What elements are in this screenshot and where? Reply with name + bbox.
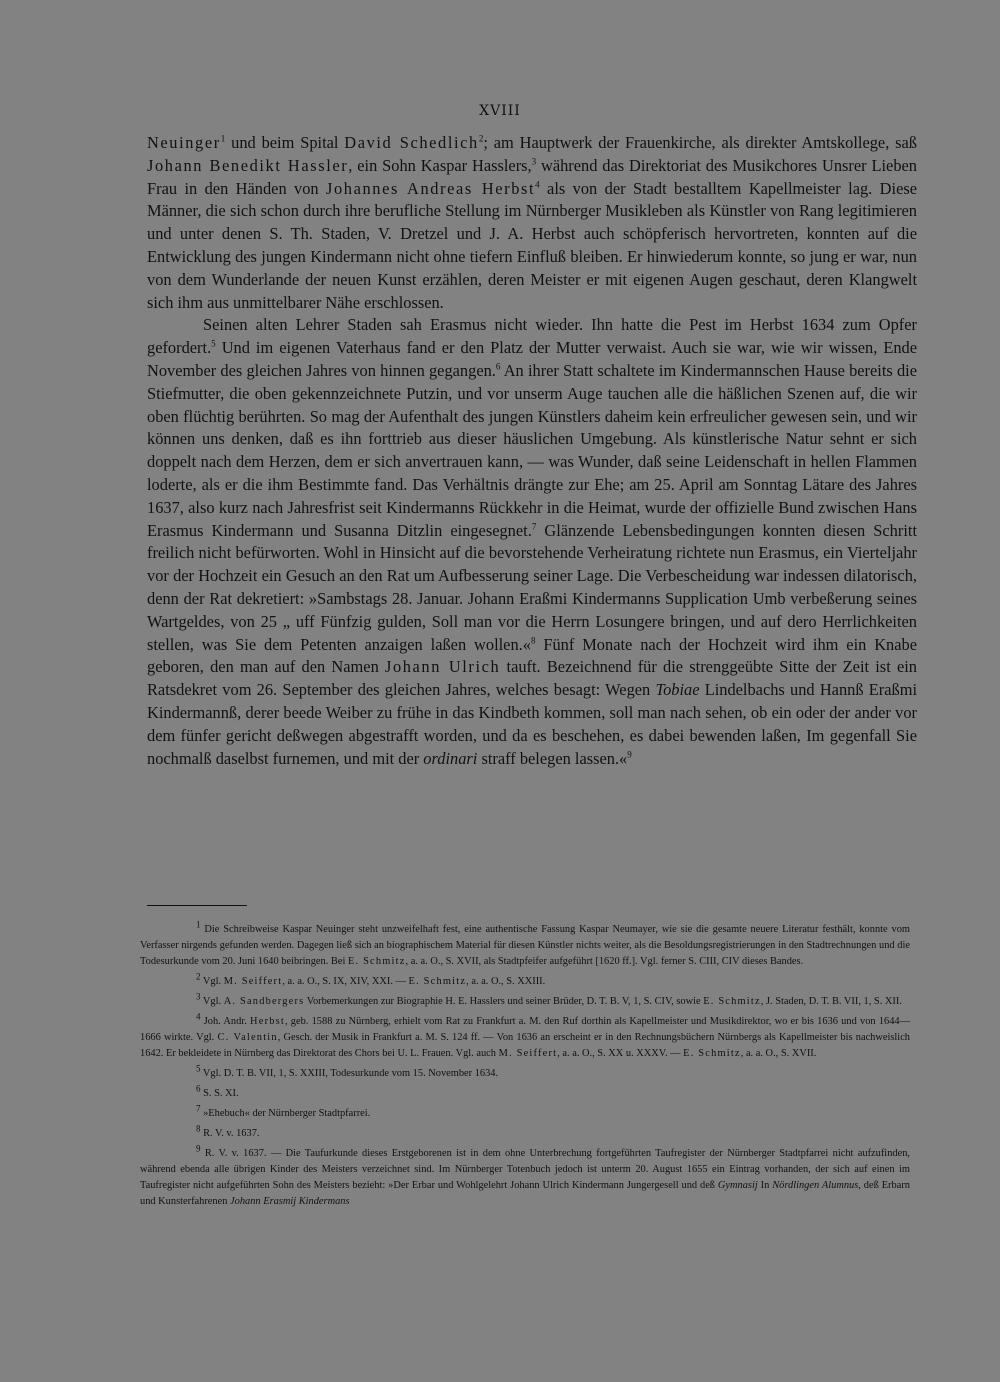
footnote-ref-6[interactable]: 6 xyxy=(495,361,501,372)
name-neuinger: Neuinger xyxy=(147,133,221,152)
text: während das Direktoriat des Musikchores Unsrer Lieben Frau in den Händen von xyxy=(147,155,917,198)
text: , geb. 1588 zu Nürnberg, erhielt vom Rat zu Frankfurt a. M. den Ruf dorthin als Kapellmeister und Musikdirektor, wo er bis 1636 und von 1644—1666 wirkte. Vgl. xyxy=(140,1016,910,1043)
author-name: E. Schmitz xyxy=(347,956,406,967)
footnote-ref-4[interactable]: 4 xyxy=(535,179,540,190)
text: , a. a. O., S. XXIII. xyxy=(466,976,546,987)
author-name: C. Valentin xyxy=(217,1032,278,1043)
footnote-ref-7[interactable]: 7 xyxy=(531,521,537,532)
text: , a. a. O., S. XVII. xyxy=(740,1048,817,1059)
author-name: E. Schmitz xyxy=(703,996,761,1007)
text: Vgl. xyxy=(200,996,224,1007)
text: , deß Erbarn und Kunsterfahrenen xyxy=(140,1180,910,1207)
main-text xyxy=(147,132,917,770)
footnote-3 xyxy=(140,991,910,1010)
text: Glänzende Lebensbedingungen konnten diesen Schritt freilich nicht befürworten. Wohl in Hinsicht auf die bevorstehende Verheiratung richtete nun Erasmus, ein Vierteljahr vor der Hochzeit ein Gesuch an den Rat um Aufbesserung seiner Lage. Die Verbescheidung war indessen dilatorisch, denn der Rat dekretiert: »Sambstags 28. Januar. Johann Eraßmi Kindermanns Supplication Umb verbeßerung seines Wartgeldes, von 25 „ uff Fünfzig gulden, Soll man vor die Herrn Losungere bringen, und auf dero Herrlichkeiten stellen, was Sie dem Petenten anzaigen laßen wollen.« xyxy=(147,520,917,654)
footnote-mark: 5 xyxy=(196,1063,201,1074)
text: ; am Hauptwerk der Frauenkirche, als direkter Amtskollege, saß xyxy=(483,133,917,152)
italic-text: Johann Erasmij Kindermans xyxy=(230,1196,350,1207)
footnote-mark: 6 xyxy=(196,1083,201,1094)
text: und beim Spital xyxy=(225,133,345,152)
name-herbst: Johannes Andreas Herbst xyxy=(326,178,536,198)
text: , a. a. O., S. XX u. XXXV. — xyxy=(557,1048,684,1059)
footnote-ref-9[interactable]: 9 xyxy=(627,749,632,760)
text: An ihrer Statt schaltete im Kindermannschen Hause bereits die Stiefmutter, die oben gekennzeichnete Putzin, und vor unserm Auge tauchen alle die häßlichen Szenen auf, die wir oben flüchtig berührten. So mag der Aufenthalt des jungen Künstlers daheim kein erfreulicher gewesen sein, und wir können uns denken, daß es ihn forttrieb aus dieser häuslichen Umgebung. Als künstlerische Natur sehnt er sich doppelt nach dem Herzen, dem er sich anvertrauen kann, — was Wunder, daß seine Leidenschaft in hellen Flammen loderte, als er die ihm Bestimmte fand. Das Verhältnis drängte zur Ehe; am 25. April am Sonntag Lätare des Jahres 1637, also kurz nach Jahresfrist seit Kindermanns Rückkehr in die Heimat, wurde der offizielle Bund zwischen Hans Erasmus Kindermann und Susanna Ditzlin eingesegnet. xyxy=(147,360,917,540)
footnote-9 xyxy=(140,1143,910,1210)
text: Vgl. xyxy=(200,976,224,987)
text: , ein Sohn Kaspar Hasslers, xyxy=(348,155,532,175)
text: »Ehebuch« der Nürnberger Stadtpfarrei. xyxy=(200,1108,371,1119)
text: Die Schreibweise Kaspar Neuinger steht unzweifelhaft fest, eine authentische Fassung Kaspar Neumayer, wie sie die gesamte neuere Literatur festhält, konnte vom Verfasser nirgends gefunden werden. Dagegen ließ sich an biographischem Material für diesen Künstler nichts weiter, als die Besoldungsregistrierungen in den Stadtrechnungen und die Todesurkunde vom 20. Juni 1640 beibringen. Bei xyxy=(140,924,910,967)
text: Fünf Monate nach der Hochzeit wird ihm ein Knabe geboren, den man auf den Namen xyxy=(147,634,917,677)
text: R. V. v. 1637. xyxy=(200,1128,260,1139)
text: Lindelbachs und Hannß Eraßmi Kindermannß, derer beede Weiber zu frühe in das Kindbeth kommen, soll man nach sehen, ob ein oder der ander vor dem fünfer gericht deßwegen abgestrafft worden, und da es beschehen, es dabei bewenden laßen, Im gegenfall Sie nochmalß daselbst furnemen, und mit der xyxy=(147,680,917,768)
text: , Gesch. der Musik in Frankfurt a. M. S. 124 ff. — Von 1636 an erscheint er in den Rechnungsbüchern Nürnbergs als Kapellmeister bis nachweislich 1642. Er bekleidete in Nürnberg das Direktorat des Chors bei U. L. Frauen. Vgl. auch xyxy=(140,1032,911,1059)
footnote-mark: 9 xyxy=(196,1143,201,1154)
footnote-ref-5[interactable]: 5 xyxy=(211,338,216,349)
italic-tobiae: Tobiae xyxy=(655,680,700,700)
author-name: M. Seiffert xyxy=(223,976,283,987)
footnote-5 xyxy=(140,1063,910,1082)
text: , a. a. O., S. XVII, als Stadtpfeifer aufgeführt [1620 ff.]. Vgl. ferner S. CIII, CIV dieses Bandes. xyxy=(405,956,804,967)
text: , a. a. O., S. IX, XIV, XXI. — xyxy=(282,976,409,987)
text: R. V. v. 1637. — Die Taufurkunde dieses Erstgeborenen ist in dem ohne Unterbrechung fortgeführten Taufregister der Nürnberger Stadtpfarrei nicht aufzufinden, während ebenda alle übrigen Kinder des Meisters verzeichnet sind. Im Nürnberger Totenbuch jedoch ist unterm 20. August 1655 ein Eintrag vorhanden, der sich auf einen im Taufregister nicht aufgeführten Sohn des Meisters bezieht: »Der Erbar und Wohlgelehrt Johann Ulrich Kindermann Jungergesell und deß xyxy=(140,1148,910,1191)
footnote-7 xyxy=(140,1103,910,1122)
author-name: E. Schmitz xyxy=(683,1048,741,1059)
text: als von der Stadt bestalltem Kapellmeister lag. Diese Männer, die sich schon durch ihre berufliche Stellung im Nürnberger Musikleben als Künstler von Rang legitimieren und unter denen S. Th. Staden, V. Dretzel und J. A. Herbst auch schöpferisch hervortreten, konnten auf die Entwicklung des jungen Kindermann nicht ohne tiefern Einfluß bleiben. Er hinwiederum konnte, so jung er war, nun von dem Wunderlande der neuen Kunst erzählen, deren Meister er mit eigenen Augen geschaut, deren Klangwelt sich ihm aus unmittelbarer Nähe erschlossen. xyxy=(147,178,917,312)
name-johann-ulrich: Johann Ulrich xyxy=(384,657,501,677)
text: tauft. Bezeichnend für die strenggeübte Sitte der Zeit ist ein Ratsdekret vom 26. September des gleichen Jahres, welches besagt: Wegen xyxy=(147,657,917,700)
footnotes xyxy=(140,919,911,1214)
author-name: E. Schmitz xyxy=(408,976,467,987)
footnote-ref-3[interactable]: 3 xyxy=(531,156,537,167)
footnote-mark: 3 xyxy=(196,991,201,1002)
footnote-1 xyxy=(140,919,910,970)
author-name: M. Seiffert xyxy=(498,1048,558,1059)
paragraph-1 xyxy=(147,132,917,314)
footnote-mark: 8 xyxy=(196,1123,201,1134)
footnote-4 xyxy=(140,1011,911,1062)
text: Seinen alten Lehrer Staden sah Erasmus nicht wieder. Ihn hatte die Pest im Herbst 1634 zum Opfer gefordert. xyxy=(147,315,917,358)
footnote-mark: 2 xyxy=(196,971,201,982)
footnote-mark: 7 xyxy=(196,1103,201,1114)
italic-text: Gymnasij xyxy=(717,1180,758,1191)
text: In xyxy=(757,1180,773,1191)
footnote-mark: 4 xyxy=(196,1011,201,1022)
footnote-ref-8[interactable]: 8 xyxy=(530,635,536,646)
text: straff belegen lassen.« xyxy=(477,748,628,768)
text: S. S. XI. xyxy=(200,1088,239,1099)
text: Vorbemerkungen zur Biographie H. E. Hasslers und seiner Brüder, D. T. B. V, 1, S. CIV, sowie xyxy=(304,996,704,1007)
page-number: XVIII xyxy=(479,103,521,119)
footnote-2 xyxy=(140,971,910,990)
text: , J. Staden, D. T. B. VII, 1, S. XII. xyxy=(760,996,902,1007)
author-name: A. Sandbergers xyxy=(223,996,305,1007)
footnote-ref-1[interactable]: 1 xyxy=(220,133,226,144)
author-name: Herbst xyxy=(250,1016,285,1027)
footnote-8 xyxy=(140,1123,910,1142)
text: Vgl. D. T. B. VII, 1, S. XXIII, Todesurkunde vom 15. November 1634. xyxy=(200,1068,499,1079)
italic-text: Nördlingen Alumnus xyxy=(772,1180,859,1191)
name-schedlich: David Schedlich xyxy=(344,133,479,152)
footnote-6 xyxy=(140,1083,910,1102)
italic-ordinari: ordinari xyxy=(423,748,478,768)
text: Joh. Andr. xyxy=(200,1016,251,1027)
name-hassler: Johann Benedikt Hassler xyxy=(147,155,349,175)
footnote-divider xyxy=(147,905,247,906)
paragraph-2 xyxy=(147,314,917,770)
footnote-ref-2[interactable]: 2 xyxy=(478,133,484,144)
text: Und im eigenen Vaterhaus fand er den Platz der Mutter verwaist. Auch sie war, wie wir wissen, Ende November des gleichen Jahres von hinnen gegangen. xyxy=(147,338,917,380)
footnote-mark: 1 xyxy=(196,919,201,930)
